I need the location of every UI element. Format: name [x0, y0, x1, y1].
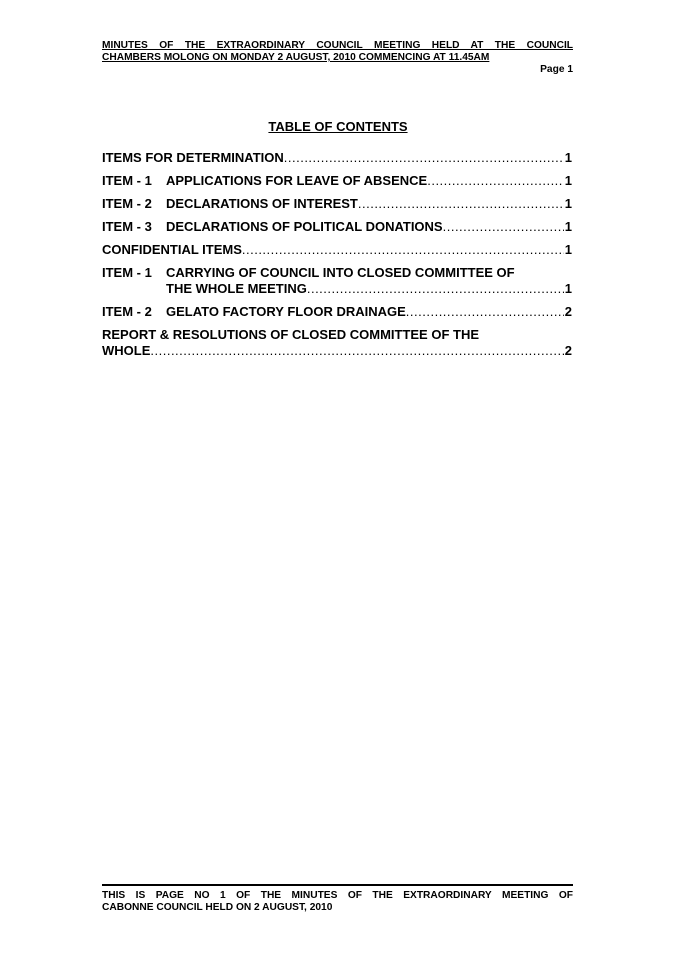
toc-entry-page: 1 — [564, 219, 572, 234]
toc-entry-political-donations[interactable] — [102, 219, 572, 235]
footer-line-2: CABONNE COUNCIL HELD ON 2 AUGUST, 2010 — [102, 902, 333, 913]
toc-title: TABLE OF CONTENTS — [268, 119, 408, 134]
toc-leader-dots — [242, 242, 564, 258]
toc-entry-page: 1 — [564, 281, 572, 296]
toc-entry-page: 1 — [564, 196, 572, 211]
toc-leader-dots — [150, 343, 563, 359]
footer-line-1: THIS IS PAGE NO 1 OF THE MINUTES OF THE EXTRAORDINARY MEETING OF — [102, 890, 573, 901]
toc-leader-dots — [358, 196, 564, 212]
toc-leader-dots — [284, 150, 564, 166]
toc-leader-dots — [427, 173, 564, 189]
toc-entry-leave-of-absence[interactable] — [102, 173, 572, 189]
toc-entry-text-line-1: REPORT & RESOLUTIONS OF CLOSED COMMITTEE OF THE — [102, 327, 480, 342]
toc-entry-text-line-2: WHOLE — [102, 343, 151, 358]
toc-entry-text: CONFIDENTIAL ITEMS — [102, 242, 242, 257]
header-title-line-2: CHAMBERS MOLONG ON MONDAY 2 AUGUST, 2010 COMMENCING AT 11.45AM — [102, 52, 490, 63]
toc-entry-gelato-factory[interactable] — [102, 304, 572, 320]
toc-entry-number: ITEM - 3 — [102, 219, 152, 234]
toc-entry-page: 1 — [564, 173, 572, 188]
toc-entry-page: 1 — [564, 150, 572, 165]
toc-entry-closed-committee[interactable] — [102, 265, 572, 297]
toc-entry-text: ITEMS FOR DETERMINATION — [102, 150, 284, 165]
toc-entry-report-resolutions[interactable] — [102, 327, 572, 359]
toc-entry-page: 2 — [564, 304, 572, 319]
toc-leader-dots — [443, 219, 564, 235]
toc-entry-text: DECLARATIONS OF INTEREST — [166, 196, 358, 211]
toc-entry-number: ITEM - 1 — [102, 265, 152, 280]
toc-entry-text: DECLARATIONS OF POLITICAL DONATIONS — [166, 219, 443, 234]
toc-entry-number: ITEM - 2 — [102, 196, 152, 211]
toc-entry-items-for-determination[interactable] — [102, 150, 572, 166]
toc-entry-text-line-2: THE WHOLE MEETING — [166, 281, 307, 296]
page-number: Page 1 — [540, 64, 573, 75]
toc-leader-dots — [307, 281, 564, 297]
toc-entry-number: ITEM - 2 — [102, 304, 152, 319]
toc-entry-text: GELATO FACTORY FLOOR DRAINAGE — [166, 304, 406, 319]
toc-entry-text-line-1: CARRYING OF COUNCIL INTO CLOSED COMMITTEE OF — [166, 265, 515, 280]
toc-entry-confidential-items[interactable] — [102, 242, 572, 258]
toc-entry-declarations-of-interest[interactable] — [102, 196, 572, 212]
table-of-contents — [102, 150, 572, 366]
page-header — [102, 40, 573, 76]
toc-leader-dots — [406, 304, 564, 320]
toc-entry-page: 2 — [564, 343, 572, 358]
page-footer — [102, 884, 573, 914]
toc-entry-text: APPLICATIONS FOR LEAVE OF ABSENCE — [166, 173, 428, 188]
toc-entry-number: ITEM - 1 — [102, 173, 152, 188]
toc-entry-page: 1 — [564, 242, 572, 257]
header-title-line-1: MINUTES OF THE EXTRAORDINARY COUNCIL MEETING HELD AT THE COUNCIL — [102, 40, 573, 51]
